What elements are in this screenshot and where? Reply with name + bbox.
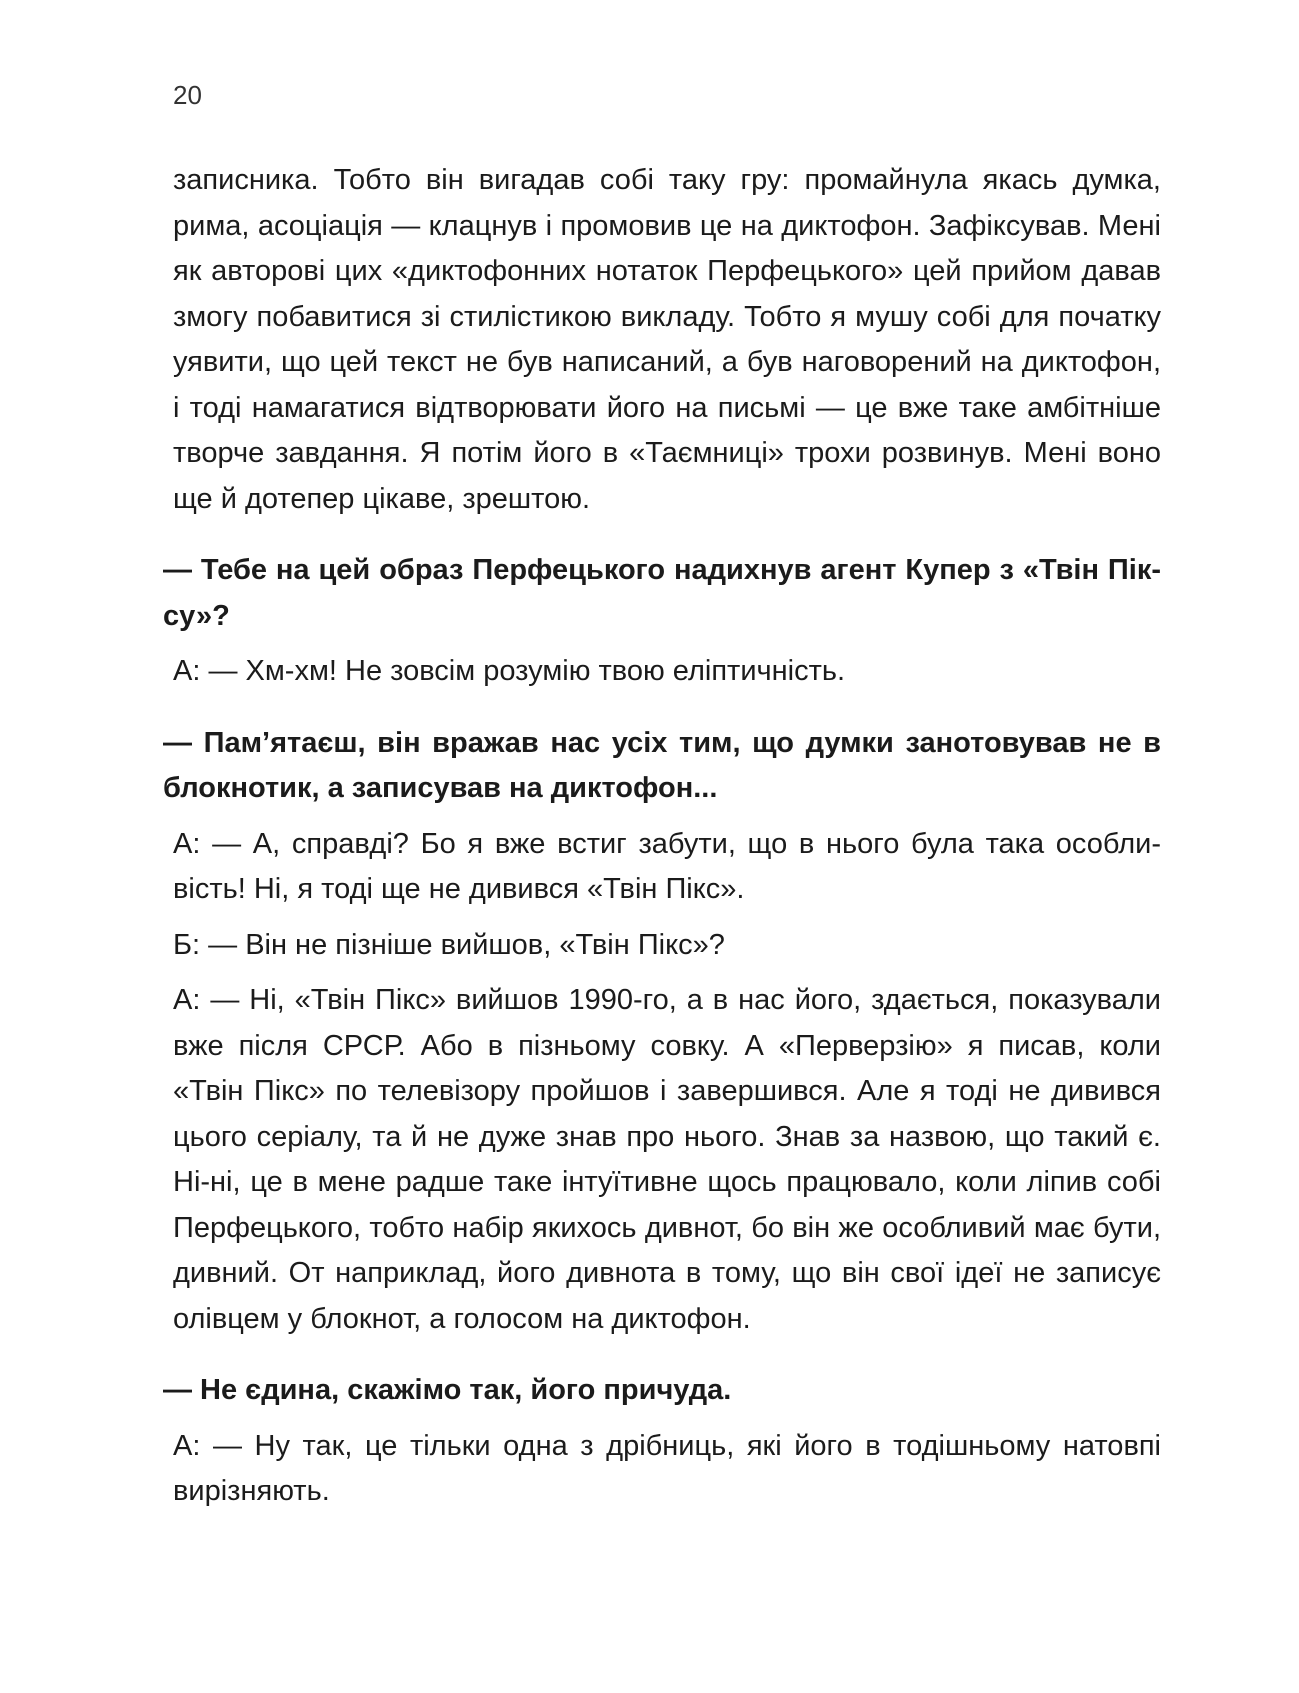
- answer-paragraph: А: — Ні, «Твін Пікс» вийшов 1990-го, а в нас його, здається, показували вже після СРСР. Або в пізньому совку. А «Перверзію» я писав, коли «Твін Пікс» по телевізору пройшов і завершився. Але я тоді не дивився цього серіалу, та й не дуже знав про нього. Знав за назвою, що такий є. Ні-ні, це в мене радше таке інтуїтивне щось працювало, коли ліпив собі Перфецького, тобто набір якихось дивнот, бо він же особливий має бути, дивний. От наприклад, його дивнота в тому, що він свої ідеї не записує олівцем у блокнот, а голосом на диктофон.: [173, 984, 1161, 1335]
- answer-paragraph: А: — А, справді? Бо я вже встиг забути, що в нього була така особливість! Ні, я тоді ще не дивився «Твін Пікс».: [173, 827, 1161, 905]
- question-paragraph: — Тебе на цей образ Перфецького надихнув агент Купер з «Твін Піксу»?: [163, 554, 1161, 632]
- answer-paragraph: Б: — Він не пізніше вийшов, «Твін Пікс»?: [173, 928, 725, 961]
- answer-paragraph: А: — Ну так, це тільки одна з дрібниць, які його в тодішньому натовпі вирізняють.: [173, 1429, 1161, 1507]
- text-column: [163, 158, 1161, 1515]
- answer-paragraph: записника. Тобто він вигадав собі таку гру: промайнула якась думка, рима, асоціація — клацнув і промовив це на диктофон. Зафіксував. Мені як авторові цих «диктофонних нотаток Перфецького» цей прийом давав змогу побавитися зі стилістикою викладу. Тобто я мушу собі для початку уявити, що цей текст не був написаний, а був наговорений на диктофон, і тоді намагатися відтворювати його на письмі — це вже таке амбітніше творче завдання. Я потім його в «Таємниці» трохи розвинув. Мені воно ще й дотепер цікаве, зрештою.: [173, 164, 1161, 515]
- question-paragraph: — Пам’ятаєш, він вражав нас усіх тим, що думки занотовував не в блокнотик, а записував на диктофон...: [163, 726, 1161, 804]
- answer-paragraph: А: — Хм-хм! Не зовсім розумію твою еліптичність.: [173, 655, 846, 687]
- question-paragraph: — Не єдина, скажімо так, його причуда.: [163, 1374, 732, 1406]
- page-number: 20: [173, 80, 202, 110]
